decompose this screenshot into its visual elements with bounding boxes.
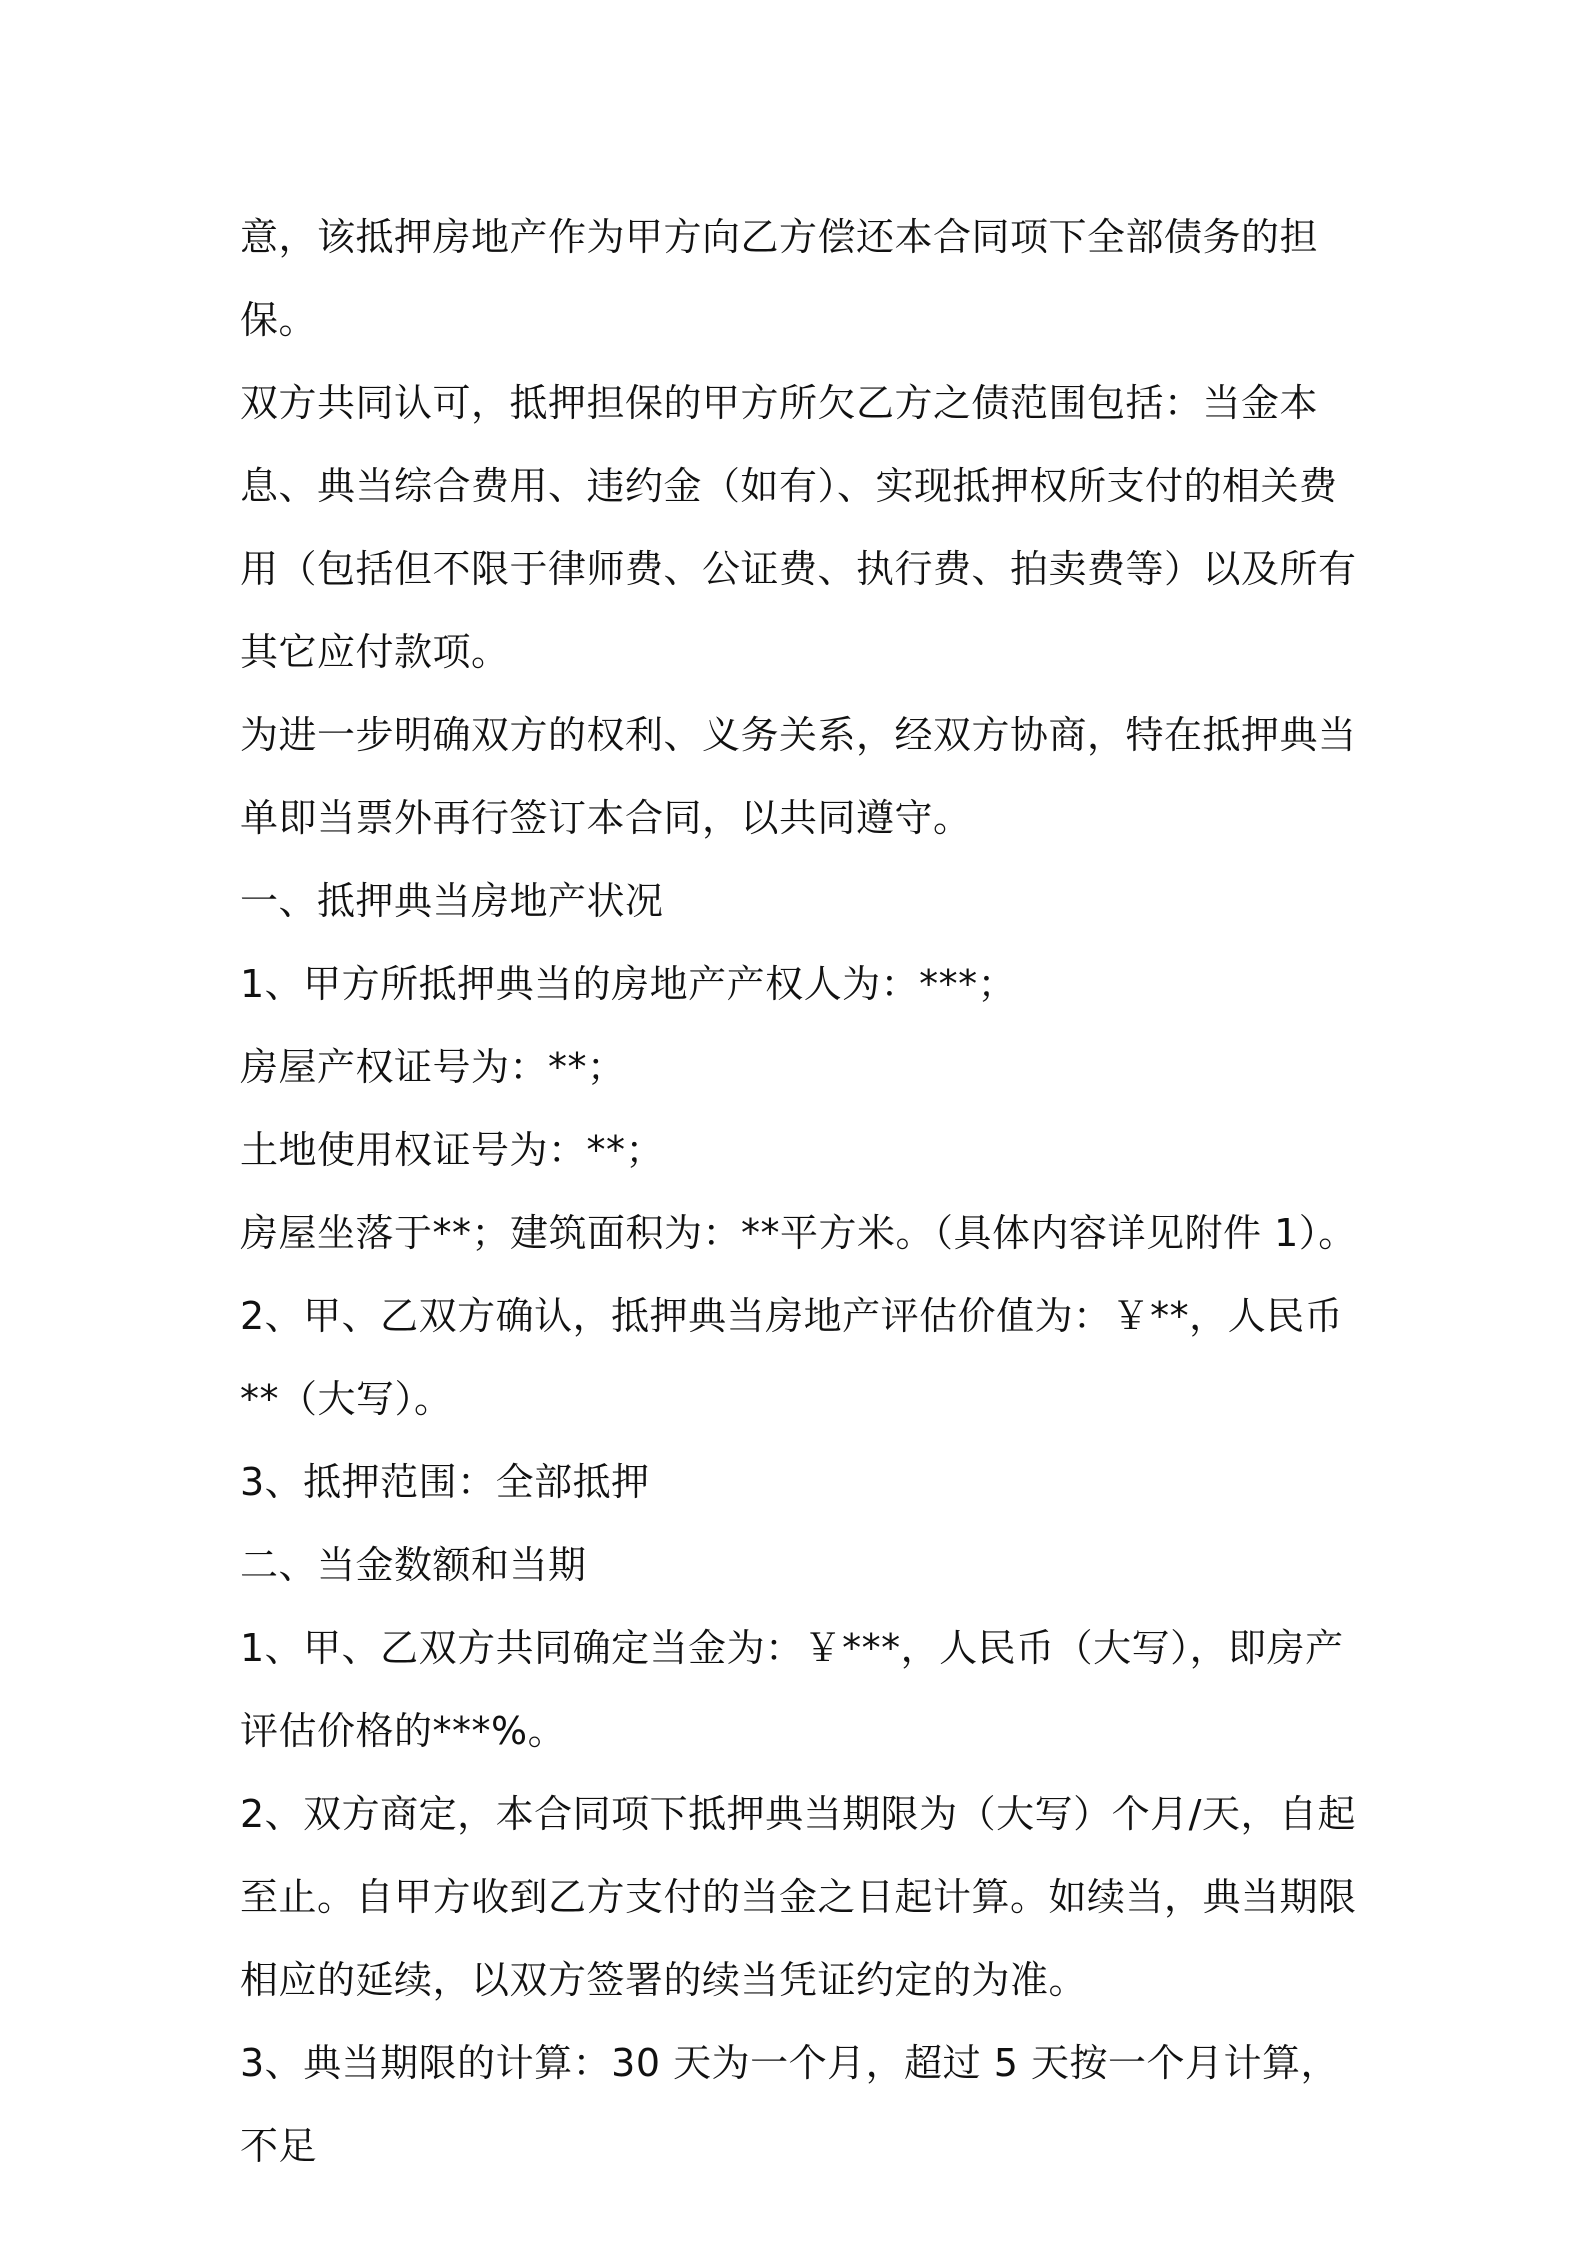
paragraph-pawn-amount: 1、甲、乙双方共同确定当金为：￥***，人民币（大写），即房产评估价格的***%。 — [240, 1626, 1344, 1753]
paragraph-appraisal-value: 2、甲、乙双方确认，抵押典当房地产评估价值为：￥**，人民币**（大写）。 — [240, 1294, 1344, 1421]
paragraph-purpose: 为进一步明确双方的权利、义务关系，经双方协商，特在抵押典当单即当票外再行签订本合同，以共同遵守。 — [240, 713, 1357, 840]
paragraph-term-calculation: 3、典当期限的计算：30 天为一个月，超过 5 天按一个月计算，不足 — [240, 2041, 1339, 2168]
paragraph-location-area: 房屋坐落于**；建筑面积为：**平方米。（具体内容详见附件 1）。 — [240, 1211, 1357, 1255]
section-heading-amount-term: 二、当金数额和当期 — [240, 1543, 587, 1587]
paragraph-house-certificate: 房屋产权证号为：**； — [240, 1045, 626, 1089]
paragraph-mortgage-scope: 3、抵押范围：全部抵押 — [240, 1460, 650, 1504]
paragraph-guarantee-intro: 意，该抵押房地产作为甲方向乙方偿还本合同项下全部债务的担保。 — [240, 215, 1319, 342]
document-body — [240, 196, 1360, 2188]
section-heading-property-status: 一、抵押典当房地产状况 — [240, 879, 664, 923]
paragraph-debt-scope: 双方共同认可，抵押担保的甲方所欠乙方之债范围包括：当金本息、典当综合费用、违约金（如有）、实现抵押权所支付的相关费用（包括但不限于律师费、公证费、执行费、拍卖费等）以及所有其它应付款项。 — [240, 381, 1357, 674]
paragraph-land-certificate: 土地使用权证号为：**； — [240, 1128, 665, 1172]
paragraph-property-owner: 1、甲方所抵押典当的房地产产权人为：***； — [240, 962, 1017, 1006]
paragraph-pawn-term: 2、双方商定，本合同项下抵押典当期限为（大写）个月/天，自起至止。自甲方收到乙方支付的当金之日起计算。如续当，典当期限相应的延续，以双方签署的续当凭证约定的为准。 — [240, 1792, 1357, 2002]
